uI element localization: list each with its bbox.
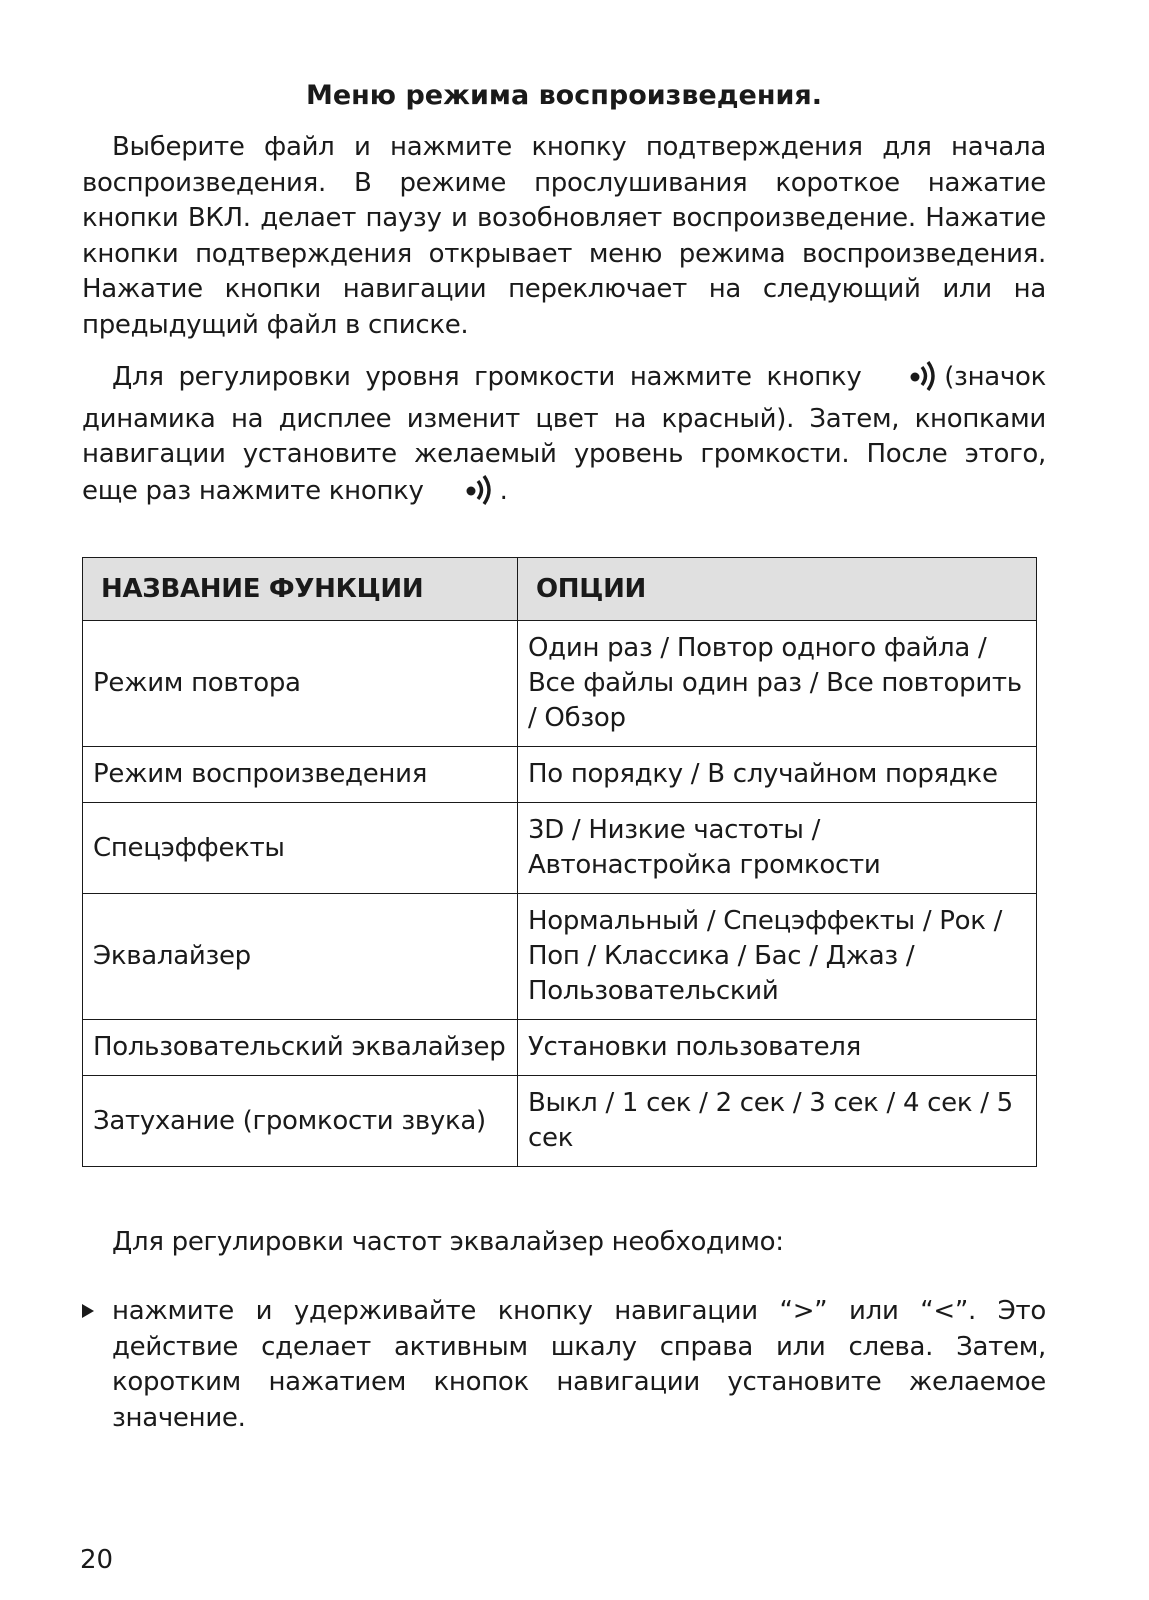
manual-page — [82, 78, 1046, 1436]
functions-table — [82, 557, 1037, 1167]
function-name-cell: Эквалайзер — [83, 894, 518, 1020]
list-item — [82, 1294, 1046, 1436]
triangle-bullet-icon — [82, 1304, 94, 1318]
table-row — [83, 1076, 1037, 1167]
function-name-cell: Затухание (громкости звука) — [83, 1076, 518, 1167]
options-cell: Один раз / Повтор одного файла / Все файлы один раз / Все повторить / Обзор — [518, 621, 1037, 747]
section-heading: Меню режима воспроизведения. — [305, 80, 823, 111]
options-cell: Установки пользователя — [518, 1020, 1037, 1076]
speaker-icon — [434, 473, 498, 516]
header-function-name: НАЗВАНИЕ ФУНКЦИИ — [83, 558, 518, 621]
speaker-icon — [878, 359, 942, 402]
volume-text-2: (значок динамика на дисплее изменит цвет на красный). Затем, кнопками навигации установите желаемый уровень громкости. После этого, еще раз нажмите кнопку — [82, 362, 1046, 506]
equalizer-intro: Для регулировки частот эквалайзер необходимо: — [112, 1227, 784, 1257]
page-number: 20 — [80, 1545, 114, 1575]
volume-paragraph — [82, 359, 1046, 515]
table-header-row — [83, 558, 1037, 621]
options-cell: Выкл / 1 сек / 2 сек / 3 сек / 4 сек / 5 сек — [518, 1076, 1037, 1167]
function-name-cell: Спецэффекты — [83, 803, 518, 894]
table-row — [83, 894, 1037, 1020]
options-cell: Нормальный / Спецэффекты / Рок / Поп / Классика / Бас / Джаз / Пользовательский — [518, 894, 1037, 1020]
bullet-text: нажмите и удерживайте кнопку навигации “>” или “<”. Это действие сделает активным шкалу справа или слева. Затем, коротким нажатием кнопок навигации установите желаемое значение. — [112, 1296, 1046, 1433]
function-name-cell: Пользовательский эквалайзер — [83, 1020, 518, 1076]
table-row — [83, 747, 1037, 803]
table-row — [83, 621, 1037, 747]
playback-paragraph: Выберите файл и нажмите кнопку подтверждения для начала воспроизведения. В режиме прослушивания короткое нажатие кнопки ВКЛ. делает паузу и возобновляет воспроизведение. Нажатие кнопки подтверждения открывает меню режима воспроизведения. Нажатие кнопки навигации переключает на следующий или на предыдущий файл в списке. — [82, 132, 1046, 340]
header-options: ОПЦИИ — [518, 558, 1037, 621]
volume-text-1: Для регулировки уровня громкости нажмите кнопку — [112, 362, 862, 392]
table-row — [83, 803, 1037, 894]
options-cell: 3D / Низкие частоты / Автонастройка громкости — [518, 803, 1037, 894]
function-name-cell: Режим повтора — [83, 621, 518, 747]
table-row — [83, 1020, 1037, 1076]
volume-text-3: . — [499, 475, 508, 506]
options-cell: По порядку / В случайном порядке — [518, 747, 1037, 803]
function-name-cell: Режим воспроизведения — [83, 747, 518, 803]
